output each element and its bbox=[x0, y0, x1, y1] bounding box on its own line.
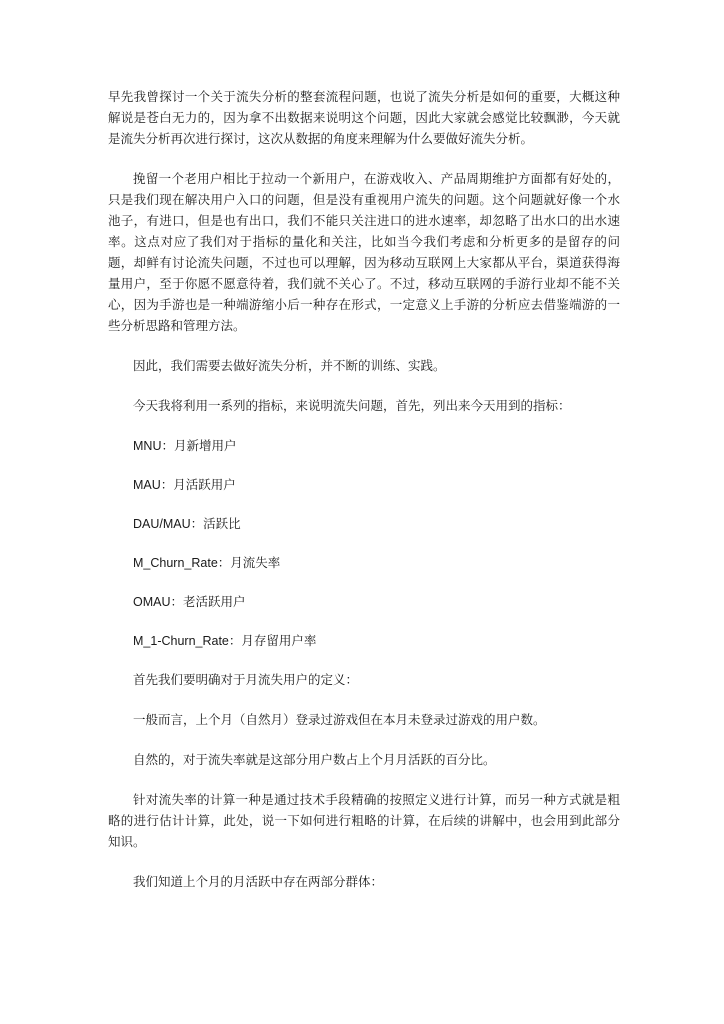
metric-item-mau bbox=[108, 474, 620, 496]
document-page bbox=[108, 86, 620, 911]
metric-separator: ： bbox=[190, 516, 204, 531]
churn-definition-text: 一般而言，上个月（自然月）登录过游戏但在本月未登录过游戏的用户数。 bbox=[133, 712, 546, 727]
metric-term: OMAU bbox=[133, 595, 171, 609]
metrics-intro-paragraph: 今天我将利用一系列的指标，来说明流失问题，首先，列出来今天用到的指标： bbox=[133, 398, 571, 413]
metric-separator: ： bbox=[228, 633, 242, 648]
metric-description: 月活跃用户 bbox=[173, 477, 236, 492]
metric-term: DAU/MAU bbox=[133, 517, 191, 531]
metric-item-churn-rate bbox=[108, 552, 620, 574]
metric-item-omau bbox=[108, 591, 620, 613]
intro-paragraph: 早先我曾探讨一个关于流失分析的整套流程问题，也说了流失分析是如何的重要，大概这种解说是苍白无力的，因为拿不出数据来说明这个问题，因此大家就会感觉比较飘渺，今天就是流失分析再次进行探讨，这次从数据的角度来理解为什么要做好流失分析。 bbox=[108, 89, 620, 146]
metric-description: 活跃比 bbox=[203, 516, 241, 531]
metric-term: M_1-Churn_Rate bbox=[133, 634, 229, 648]
metric-description: 月存留用户率 bbox=[241, 633, 317, 648]
churn-rate-definition: 自然的，对于流失率就是这部分用户数占上个月月活跃的百分比。 bbox=[133, 752, 496, 767]
calculation-method-paragraph: 针对流失率的计算一种是通过技术手段精确的按照定义进行计算，而另一种方式就是粗略的进行估计计算，此处，说一下如何进行粗略的计算，在后续的讲解中，也会用到此部分知识。 bbox=[108, 792, 620, 849]
metric-separator: ： bbox=[217, 555, 231, 570]
metric-term: MAU bbox=[133, 478, 161, 492]
retention-paragraph: 挽留一个老用户相比于拉动一个新用户，在游戏收入、产品周期维护方面都有好处的，只是我们现在解决用户入口的问题，但是没有重视用户流失的问题。这个问题就好像一个水池子，有进口，但是也有出口，我们不能只关注进口的进水速率，却忽略了出水口的出水速率。这点对应了我们对于指标的量化和关注，比如当今我们考虑和分析更多的是留存的问题，却鲜有讨论流失问题，不过也可以理解，因为移动互联网上大家都从平台，渠道获得海量用户，至于你愿不愿意待着，我们就不关心了。不过，移动互联网的手游行业却不能不关心，因为手游也是一种端游缩小后一种存在形式，一定意义上手游的分析应去借鉴端游的一些分析思路和管理方法。 bbox=[108, 171, 620, 333]
conclusion-paragraph: 因此，我们需要去做好流失分析，并不断的训练、实践。 bbox=[133, 358, 446, 373]
metric-description: 月新增用户 bbox=[173, 438, 237, 453]
churn-definition-heading: 首先我们要明确对于月流失用户的定义： bbox=[133, 672, 359, 687]
metric-description: 月流失率 bbox=[230, 555, 281, 570]
metric-term: M_Churn_Rate bbox=[133, 556, 218, 570]
metric-description: 老活跃用户 bbox=[183, 594, 246, 609]
metric-item-mnu bbox=[108, 435, 620, 457]
metric-item-dau-mau bbox=[108, 513, 620, 535]
metric-separator: ： bbox=[170, 594, 184, 609]
metric-item-retention-rate bbox=[108, 630, 620, 652]
metric-separator: ： bbox=[160, 477, 174, 492]
mau-groups-paragraph: 我们知道上个月的月活跃中存在两部分群体： bbox=[133, 874, 384, 889]
metric-separator: ： bbox=[161, 438, 174, 453]
metric-term: MNU bbox=[133, 439, 162, 453]
